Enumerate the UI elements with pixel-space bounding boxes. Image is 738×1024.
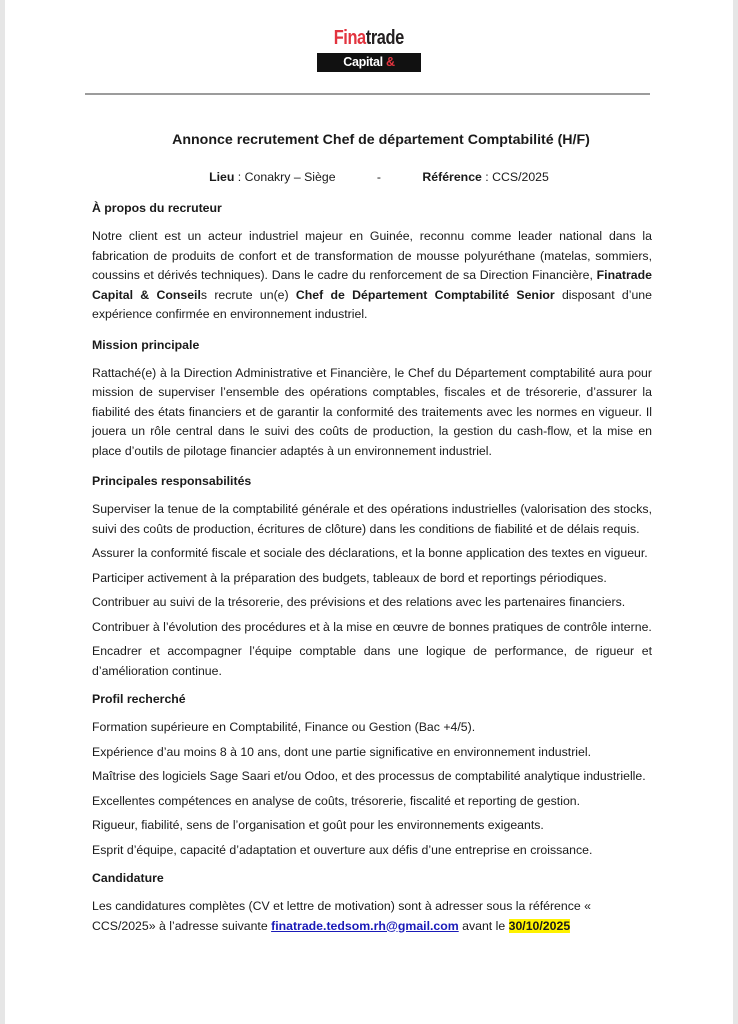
application-text-2: avant le — [458, 918, 509, 933]
header-divider — [85, 93, 650, 95]
responsibilities-heading: Principales responsabilités — [92, 474, 252, 488]
application-email-link[interactable]: finatrade.tedsom.rh@gmail.com — [271, 918, 459, 933]
profile-section — [92, 690, 652, 860]
about-text-3: disposant d’une expérience confirmée en environnement industriel. — [92, 287, 652, 321]
job-title-bold: Chef de Département Comptabilité Senior — [295, 287, 555, 302]
application-text-1: Les candidatures complètes (CV et lettre de motivation) sont à adresser sous la référence « CCS/2025» à l’adresse suivante — [92, 899, 591, 933]
reference-label: Référence — [422, 169, 482, 184]
about-heading: À propos du recruteur — [92, 201, 222, 215]
reference-value: : CCS/2025 — [481, 169, 549, 184]
application-section — [92, 869, 652, 936]
company-logo — [5, 27, 733, 88]
logo-wordmark — [334, 27, 404, 49]
logo-wordmark-red: Fina — [333, 27, 367, 49]
about-text-2: s recrute un(e) — [200, 287, 296, 302]
profile-item: Formation supérieure en Comptabilité, Finance ou Gestion (Bac +4/5). — [92, 720, 476, 734]
mission-heading: Mission principale — [92, 337, 200, 352]
logo-tagline-part1: Capital — [343, 55, 386, 69]
recruiter-name: Finatrade Capital & Conseil — [92, 268, 652, 302]
responsibility-item: Assurer la conformité fiscale et sociale des déclarations, et la bonne application des textes en vigueur. — [92, 546, 648, 560]
profile-item: Excellentes compétences en analyse de coûts, trésorerie, fiscalité et reporting de gestion. — [92, 793, 581, 808]
application-heading: Candidature — [92, 871, 164, 885]
profile-item: Maîtrise des logiciels Sage Saari et/ou Odoo, et des processus de comptabilité analytique industrielle. — [92, 769, 646, 783]
location-label: Lieu — [209, 169, 235, 184]
profile-heading: Profil recherché — [92, 692, 186, 706]
profile-item: Expérience d’au moins 8 à 10 ans, dont une partie significative en environnement industriel. — [92, 744, 592, 759]
responsibility-item: Contribuer au suivi de la trésorerie, des prévisions et des relations avec les partenaires financiers. — [92, 595, 626, 609]
responsibility-item: Contribuer à l’évolution des procédures et à la mise en œuvre de bonnes pratiques de contrôle interne. — [92, 619, 652, 634]
mission-paragraph: Rattaché(e) à la Direction Administrative et Financière, le Chef du Département comptabilité aura pour mission de superviser l’ensemble des opérations comptables, fiscales et de trésorerie, d’assurer la fiabilité des états financiers et de garantir la conformité des traitements avec les normes en vigueur. Il jouera un rôle central dans le suivi des coûts de production, la gestion du cash-flow, et la mise en place d’outils de pilotage financier adaptés à un environnement industriel. — [92, 365, 652, 458]
about-paragraph — [92, 227, 652, 325]
responsibility-item: Encadrer et accompagner l’équipe comptable dans une logique de performance, de rigueur et d’amélioration continue. — [92, 644, 652, 678]
logo-ampersand: & — [386, 55, 395, 69]
job-meta — [106, 168, 652, 188]
application-paragraph — [92, 897, 652, 936]
mission-section — [92, 336, 652, 462]
profile-item: Esprit d’équipe, capacité d’adaptation et ouverture aux défis d’une entreprise en croissance. — [92, 842, 593, 857]
logo-tagline-band — [317, 53, 421, 88]
responsibility-item: Participer activement à la préparation des budgets, tableaux de bord et reportings périodiques. — [92, 570, 607, 585]
responsibilities-section — [92, 472, 652, 681]
logo-tagline-part2: Conseils — [344, 74, 394, 88]
logo-wordmark-dark: trade — [366, 27, 405, 49]
profile-item: Rigueur, fiabilité, sens de l’organisation et goût pour les environnements exigeants. — [92, 818, 544, 832]
document-body — [92, 131, 652, 947]
about-section — [92, 199, 652, 325]
application-deadline: 30/10/2025 — [508, 918, 571, 933]
responsibility-item: Superviser la tenue de la comptabilité générale et des opérations industrielles (valorisation des stocks, suivi des coûts de production, écritures de clôture) dans les conditions de fiabilité et de délais requis. — [92, 502, 652, 536]
document-title: Annonce recrutement Chef de département Comptabilité (H/F) — [172, 132, 590, 148]
meta-separator: - — [376, 169, 382, 184]
about-text-1: Notre client est un acteur industriel majeur en Guinée, reconnu comme leader national dans la fabrication de produits de confort et de transformation de mousse polyuréthane (matelas, sommiers, coussins et dérivés techniques). Dans le cadre du renforcement de sa Direction Financière, — [92, 229, 652, 282]
document-page — [5, 0, 733, 1024]
location-value: : Conakry – Siège — [234, 169, 336, 184]
